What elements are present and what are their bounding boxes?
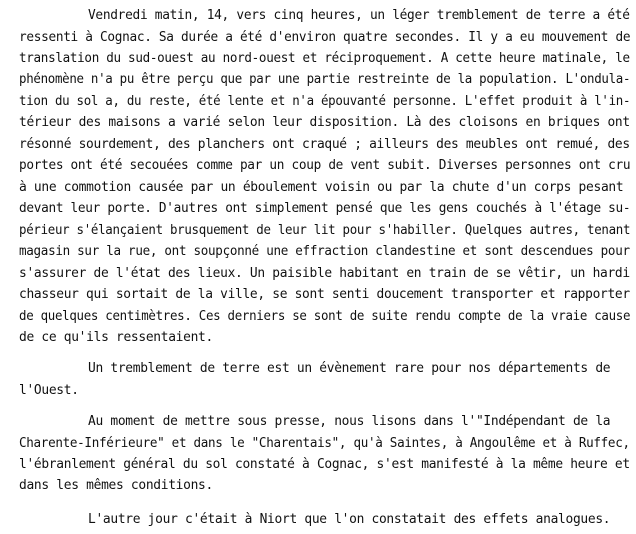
- paragraph-1-line-13: s'assurer de l'état des lieux. Un paisible habitant en train de se vêtir, un hardi: [19, 265, 630, 281]
- paragraph-1-line-5: tion du sol a, du reste, été lente et n'a épouvanté personne. L'effet produit à l'in-: [19, 93, 631, 109]
- paragraph-1-line-16: de ce qu'ils ressentaient.: [19, 330, 213, 345]
- paragraph-3-line-2: Charente-Inférieure" et dans le "Charentais", qu'à Saintes, à Angoulême et à Ruffec,: [19, 435, 630, 451]
- paragraph-1-line-11: périeur s'élançaient brusquement de leur lit pour s'habiller. Quelques autres, tenant: [19, 222, 631, 238]
- paragraph-1-line-1: Vendredi matin, 14, vers cinq heures, un léger tremblement de terre a été: [88, 8, 630, 23]
- paragraph-1-line-4: phénomène n'a pu être perçu que par une partie restreinte de la population. L'ondula-: [19, 72, 631, 88]
- paragraph-1-line-9: à une commotion causée par un éboulement voisin ou par la chute d'un corps pesant: [19, 179, 624, 195]
- paragraph-1-line-12: magasin sur la rue, ont soupçonné une effraction clandestine et sont descendues pour: [19, 244, 630, 260]
- paragraph-4-line-1: L'autre jour c'était à Niort que l'on constatait des effets analogues.: [88, 512, 611, 527]
- paragraph-1-line-14: chasseur qui sortait de la ville, se sont senti doucement transporter et rapporter: [19, 287, 630, 303]
- paragraph-3-line-1: Au moment de mettre sous presse, nous lisons dans l'"Indépendant de la: [88, 414, 611, 429]
- paragraph-3-line-3: l'ébranlement général du sol constaté à Cognac, s'est manifesté à la même heure et: [19, 456, 630, 472]
- paragraph-1-line-7: résonné sourdement, des planchers ont craqué ; ailleurs des meubles ont remué, des: [19, 136, 630, 152]
- paragraph-1-line-3: translation du sud-ouest au nord-ouest et réciproquement. A cette heure matinale, le: [19, 50, 630, 66]
- paragraph-1-line-15: de quelques centimètres. Ces derniers se sont de suite rendu compte de la vraie cause: [19, 308, 631, 324]
- paragraph-2-line-1: Un tremblement de terre est un évènement rare pour nos départements de: [88, 360, 611, 376]
- paragraph-2-line-2: l'Ouest.: [19, 383, 79, 399]
- paragraph-1-line-6: térieur des maisons a varié selon leur disposition. Là des cloisons en briques ont: [19, 115, 630, 131]
- paragraph-1-line-2: ressenti à Cognac. Sa durée a été d'environ quatre secondes. Il y a eu mouvement de: [19, 29, 631, 45]
- paragraph-1-line-10: devant leur porte. D'autres ont simplement pensé que les gens couchés à l'étage su-: [19, 201, 631, 217]
- paragraph-3-line-4: dans les mêmes conditions.: [19, 478, 213, 494]
- paragraph-1-line-8: portes ont été secouées comme par un coup de vent subit. Diverses personnes ont cru: [19, 158, 631, 174]
